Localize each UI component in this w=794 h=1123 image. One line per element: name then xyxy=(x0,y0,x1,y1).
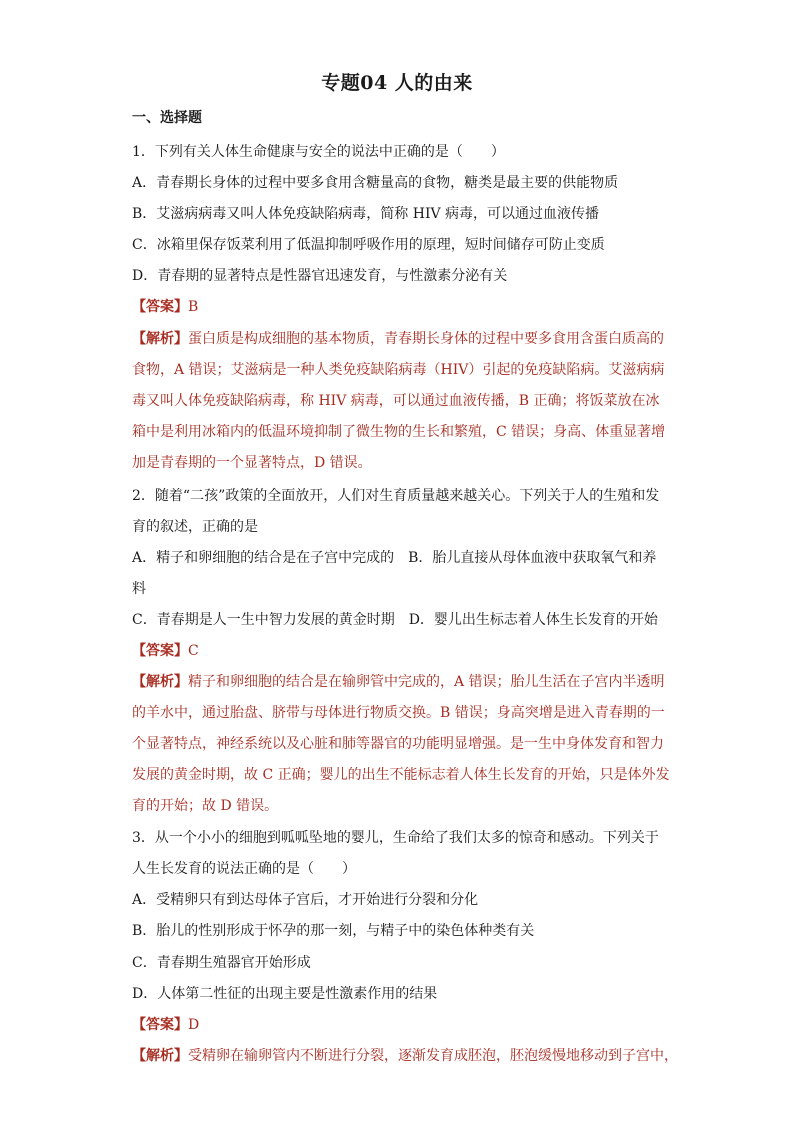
analysis-label: 【解析】 xyxy=(132,674,188,690)
answer-value: B xyxy=(188,299,199,315)
answer-value: D xyxy=(188,1017,200,1033)
q2-stem: 2．随着“二孩”政策的全面放开，人们对生育质量越来越关心。下列关于人的生殖和发 xyxy=(132,488,660,504)
q1-analysis-line: 加是青春期的一个显著特点，D 错误。 xyxy=(132,455,372,471)
q2-analysis-line xyxy=(132,671,665,691)
analysis-label: 【解析】 xyxy=(132,331,188,347)
q1-analysis-line: 食物，A 错误；艾滋病是一种人类免疫缺陷病毒（HIV）引起的免疫缺陷病。艾滋病病 xyxy=(132,362,665,378)
answer-label: 【答案】 xyxy=(132,299,188,315)
q2-stem: 育的叙述，正确的是 xyxy=(132,519,258,535)
answer-label: 【答案】 xyxy=(132,643,188,659)
q1-stem: 1．下列有关人体生命健康与安全的说法中正确的是（ ） xyxy=(132,144,505,160)
q1-option-b: B．艾滋病病毒又叫人体免疫缺陷病毒，简称 HIV 病毒，可以通过血液传播 xyxy=(132,206,600,222)
analysis-text: 蛋白质是构成细胞的基本物质，青春期长身体的过程中要多食用含蛋白质高的 xyxy=(188,331,664,347)
q3-option-b: B．胎儿的性别形成于怀孕的那一刻，与精子中的染色体种类有关 xyxy=(132,923,535,939)
q2-analysis-line: 的羊水中，通过胎盘、脐带与母体进行物质交换。B 错误；身高突增是进入青春期的一 xyxy=(132,705,665,721)
answer-value: C xyxy=(188,643,199,659)
answer-label: 【答案】 xyxy=(132,1017,188,1033)
q2-options-cd: C．青春期是人一生中智力发展的黄金时期 D．婴儿出生标志着人体生长发育的开始 xyxy=(132,612,658,628)
q3-option-c: C．青春期生殖器官开始形成 xyxy=(132,955,311,971)
q1-analysis-line: 毒又叫人体免疫缺陷病毒，称 HIV 病毒，可以通过血液传播，B 正确；将饭菜放在冰 xyxy=(132,393,660,409)
q2-analysis-line: 发展的黄金时期，故 C 正确；婴儿的出生不能标志着人体生长发育的开始，只是体外发 xyxy=(132,767,670,783)
q1-option-c: C．冰箱里保存饭菜利用了低温抑制呼吸作用的原理，短时间储存可防止变质 xyxy=(132,237,605,253)
q1-analysis-line xyxy=(132,328,664,348)
q3-stem: 人生长发育的说法正确的是（ ） xyxy=(132,861,356,877)
q1-analysis-line: 箱中是利用冰箱内的低温环境抑制了微生物的生长和繁殖，C 错误；身高、体重显著增 xyxy=(132,424,666,440)
q3-option-d: D．人体第二性征的出现主要是性激素作用的结果 xyxy=(132,986,438,1002)
q1-option-d: D．青春期的显著特点是性器官迅速发育，与性激素分泌有关 xyxy=(132,268,508,284)
q1-answer xyxy=(132,296,198,316)
q2-options-ab: 料 xyxy=(132,581,146,597)
q1-option-a: A．青春期长身体的过程中要多食用含糖量高的食物，糖类是最主要的供能物质 xyxy=(132,175,619,191)
section-heading: 一、选择题 xyxy=(132,110,202,126)
q3-stem: 3．从一个小小的细胞到呱呱坠地的婴儿，生命给了我们太多的惊奇和感动。下列关于 xyxy=(132,830,659,846)
q2-options-ab: A．精子和卵细胞的结合是在子宫中完成的 B．胎儿直接从母体血液中获取氧气和养 xyxy=(132,550,657,566)
page-title: 专题04 人的由来 xyxy=(321,72,473,94)
analysis-text: 受精卵在输卵管内不断进行分裂，逐渐发育成胚泡，胚泡缓慢地移动到子宫中， xyxy=(188,1048,678,1064)
q3-option-a: A．受精卵只有到达母体子宫后，才开始进行分裂和分化 xyxy=(132,892,479,908)
q2-analysis-line: 个显著特点，神经系统以及心脏和肺等器官的功能明显增强。是一生中身体发育和智力 xyxy=(132,736,664,752)
q2-answer xyxy=(132,640,199,660)
q3-answer xyxy=(132,1014,199,1034)
q3-analysis-line xyxy=(132,1045,678,1065)
analysis-text: 精子和卵细胞的结合是在输卵管中完成的，A 错误；胎儿生活在子宫内半透明 xyxy=(188,674,665,690)
q2-analysis-line: 育的开始；故 D 错误。 xyxy=(132,798,279,814)
analysis-label: 【解析】 xyxy=(132,1048,188,1064)
